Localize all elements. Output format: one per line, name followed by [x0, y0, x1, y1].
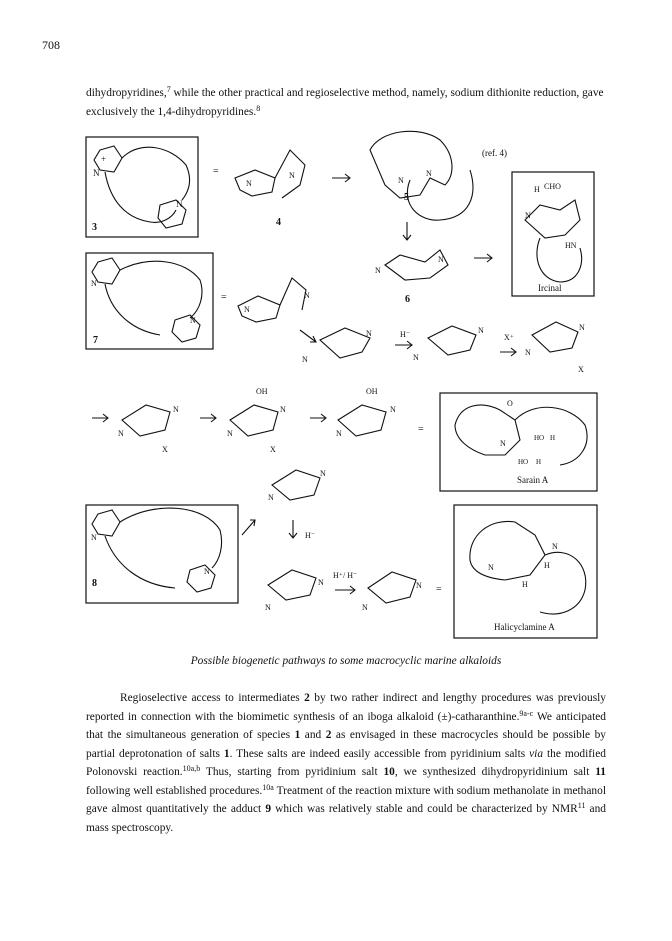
svg-text:N: N — [318, 578, 324, 587]
svg-text:HO: HO — [534, 434, 545, 442]
svg-text:O: O — [507, 399, 513, 408]
svg-text:N: N — [336, 429, 342, 438]
svg-text:N: N — [552, 542, 558, 551]
svg-text:N: N — [478, 326, 484, 335]
svg-text:H: H — [550, 434, 556, 442]
svg-text:4: 4 — [276, 217, 281, 228]
svg-text:N: N — [413, 353, 419, 362]
svg-text:N: N — [500, 439, 506, 448]
svg-text:=: = — [213, 166, 219, 177]
svg-text:N: N — [416, 581, 422, 590]
svg-text:N: N — [302, 355, 308, 364]
halicyclamine-box — [454, 505, 597, 638]
svg-text:X: X — [578, 365, 584, 374]
svg-text:5: 5 — [404, 192, 409, 203]
svg-text:N: N — [91, 279, 97, 288]
svg-text:N: N — [190, 316, 196, 325]
svg-text:(ref. 4): (ref. 4) — [482, 148, 507, 158]
svg-text:HN: HN — [565, 241, 577, 250]
svg-text:N: N — [176, 199, 183, 209]
page-number: 708 — [42, 38, 60, 52]
svg-text:X: X — [270, 445, 276, 454]
compound-3-box — [86, 137, 198, 237]
svg-text:N: N — [204, 567, 210, 576]
compound-8-box — [86, 505, 238, 603]
svg-text:X⁺: X⁺ — [504, 333, 514, 342]
sarain-box — [440, 393, 597, 491]
svg-text:N: N — [173, 405, 179, 414]
svg-text:N: N — [246, 179, 252, 188]
svg-text:N: N — [304, 291, 310, 300]
halicyclamine-label: Halicyclamine A — [494, 622, 555, 632]
svg-text:N: N — [488, 563, 494, 572]
compound-label: 3 — [92, 222, 97, 233]
intro-paragraph: dihydropyridines,$^7$ while the other practical and regioselective method, namely, sodium dithionite reduction, gave exclusively the 1,4-dihydropyridines.$^8$ — [86, 85, 604, 118]
svg-text:N: N — [268, 493, 274, 502]
svg-text:N: N — [362, 603, 368, 612]
svg-text:H⁺/ H⁻: H⁺/ H⁻ — [333, 571, 358, 580]
svg-text:OH: OH — [256, 387, 268, 396]
svg-text:X: X — [162, 445, 168, 454]
svg-text:=: = — [418, 424, 424, 435]
svg-text:N: N — [227, 429, 233, 438]
svg-text:N: N — [525, 348, 531, 357]
compound-6-structure — [375, 250, 448, 305]
compound-4-structure — [235, 150, 305, 228]
svg-text:N: N — [280, 405, 286, 414]
svg-text:=: = — [221, 292, 227, 303]
svg-text:H: H — [544, 561, 550, 570]
scheme-caption: Possible biogenetic pathways to some macrocyclic marine alkaloids — [190, 655, 502, 667]
svg-text:N: N — [265, 603, 271, 612]
svg-text:N: N — [118, 429, 124, 438]
svg-text:H: H — [522, 580, 528, 589]
compound-7-box — [86, 253, 213, 349]
svg-text:N: N — [91, 533, 97, 542]
svg-text:N: N — [375, 266, 381, 275]
compound-5-structure — [370, 131, 473, 220]
ircinal-label: Ircinal — [538, 283, 562, 293]
svg-text:N: N — [93, 168, 100, 178]
svg-text:N: N — [289, 171, 295, 180]
svg-text:H: H — [536, 458, 542, 466]
svg-text:H⁻: H⁻ — [400, 330, 410, 339]
svg-text:N: N — [438, 255, 444, 264]
svg-text:OH: OH — [366, 387, 378, 396]
svg-text:N: N — [320, 469, 326, 478]
svg-text:=: = — [436, 584, 442, 595]
svg-text:N: N — [426, 169, 432, 178]
svg-text:N: N — [390, 405, 396, 414]
svg-text:N: N — [366, 329, 372, 338]
ircinal-box — [512, 172, 594, 296]
svg-text:+: + — [101, 154, 107, 164]
svg-text:8: 8 — [92, 578, 97, 589]
svg-text:N: N — [579, 323, 585, 332]
svg-text:7: 7 — [93, 335, 98, 346]
body-paragraph: Regioselective access to intermediates 2 by two rather indirect and lengthy procedures was previously reported in connection with the biomimetic synthesis of an iboga alkaloid (±)-catharanthine.$^{9a-c}$ We anticipated that the simultaneous generation of species 1 and 2 as envisaged in these macrocycles should be possible by partial deprotonation of salts 1. These salts are indeed easily accessible from pyridinium salts via the modified Polonovski reaction.$^{10a,b}$ Thus, starting from pyridinium salt 10, we synthesized dihydropyridinium salt 11 following well established procedures.$^{10a}$ Treatment of the reaction mixture with sodium methanolate in methanol gave almost quantitatively the adduct 9 which was relatively stable and could be characterized by NMR$^{11}$ and mass spectroscopy. — [86, 692, 606, 834]
sarain-label: Sarain A — [517, 475, 549, 485]
svg-text:CHO: CHO — [544, 182, 561, 191]
svg-text:H: H — [534, 185, 540, 194]
svg-text:N: N — [398, 176, 404, 185]
svg-text:N: N — [244, 305, 250, 314]
svg-text:6: 6 — [405, 294, 410, 305]
svg-text:H⁻: H⁻ — [305, 531, 315, 540]
svg-text:N: N — [525, 211, 531, 220]
svg-text:HO: HO — [518, 458, 529, 466]
